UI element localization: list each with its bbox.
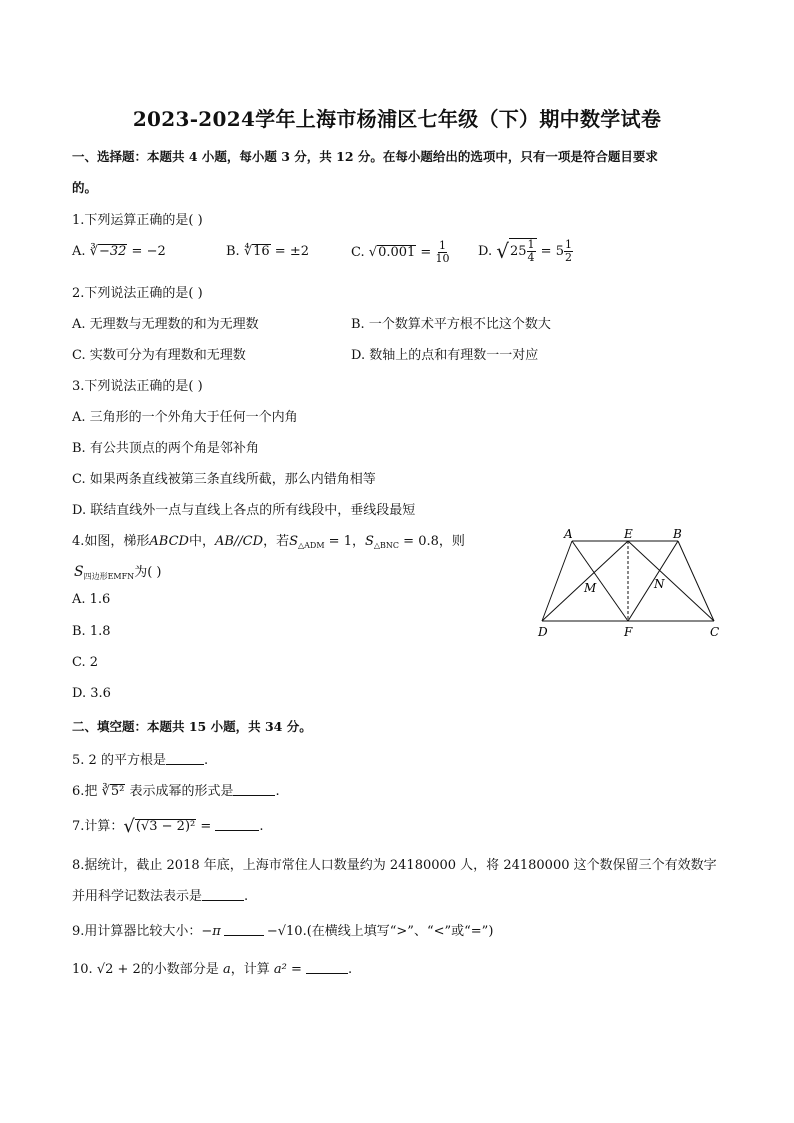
equals: = — [416, 245, 436, 260]
q7-text: 7.计算： — [72, 819, 124, 834]
radicand: (√3 − 2)² — [135, 819, 196, 834]
label-f: F — [624, 625, 633, 639]
question-4-stem — [72, 530, 465, 550]
question-4-option-a: A. 1.6 — [72, 592, 111, 607]
equals: = 5 — [536, 244, 564, 259]
question-2-option-a: A. 无理数与无理数的和为无理数 — [72, 317, 259, 332]
q10-expr-a2: a² = — [273, 962, 306, 977]
area-symbol: S — [74, 564, 84, 580]
label-n: N — [654, 577, 665, 591]
q4-parallel-expr: AB//CD — [214, 534, 264, 549]
q4-trapezoid-name: ABCD — [149, 534, 189, 549]
denominator: 10 — [435, 252, 450, 265]
question-3-option-d: D. 联结直线外一点与直线上各点的所有线段中，垂线段最短 — [72, 503, 416, 518]
q5-end: . — [203, 753, 209, 768]
q10-variable: a — [222, 962, 231, 977]
page-title: 2023-2024学年上海市杨浦区七年级（下）期中数学试卷 — [132, 107, 662, 131]
segment-bc — [678, 541, 714, 621]
equation-rest: = −2 — [127, 244, 166, 259]
label-c: C — [710, 625, 720, 639]
question-2-option-b: B. 一个数算术平方根不比这个数大 — [351, 317, 551, 332]
question-10 — [72, 958, 352, 977]
q5-text: 5. 2 的平方根是 — [72, 753, 166, 768]
area-value: = 0.8 — [399, 534, 439, 549]
area-value: = 1 — [324, 534, 352, 549]
fraction — [435, 240, 449, 265]
radicand: 0.001 — [378, 245, 416, 260]
radicand: 16 — [253, 244, 270, 259]
mixed-whole: 25 — [509, 244, 527, 259]
question-3-option-b: B. 有公共顶点的两个角是邻补角 — [72, 441, 259, 456]
q6-end: . — [275, 784, 280, 799]
question-5 — [72, 749, 208, 768]
area-symbol: S — [289, 534, 298, 549]
q4-text: 4.如图，梯形 — [72, 534, 150, 549]
option-label: C. — [351, 245, 365, 260]
section-1-header: 一、选择题：本题共 4 小题，每小题 3 分，共 12 分。在每小题给出的选项中，只有一项是符合题目要求 — [72, 149, 658, 164]
question-1-stem: 1.下列运算正确的是( ) — [72, 213, 203, 228]
q10-end: . — [347, 962, 353, 977]
q8-text: 并用科学记数法表示是 — [72, 889, 203, 904]
label-a: A — [564, 527, 573, 541]
equals: = — [196, 819, 216, 834]
label-e: E — [624, 527, 633, 541]
question-1-option-b — [226, 244, 309, 259]
area-subscript: 四边形EMFN — [83, 572, 135, 581]
question-3-option-a: A. 三角形的一个外角大于任何一个内角 — [72, 410, 298, 425]
answer-blank — [215, 820, 259, 831]
question-2-option-d: D. 数轴上的点和有理数一一对应 — [351, 348, 539, 363]
q9-right-expr: −√10 — [266, 924, 303, 939]
fourth-root-sign: ∜ — [243, 244, 253, 259]
q10-text: 的小数部分是 — [140, 962, 223, 977]
cube-root-sign: ∛ — [89, 244, 98, 259]
question-4-stem-cont — [74, 561, 161, 582]
radicand: 5² — [110, 784, 125, 799]
numerator: 1 — [564, 238, 572, 251]
section-2-header: 二、填空题：本题共 15 小题，共 34 分。 — [72, 719, 312, 734]
question-2-option-c: C. 实数可分为有理数和无理数 — [72, 348, 246, 363]
q4-text: ，若 — [263, 534, 290, 549]
fraction — [527, 239, 536, 264]
q6-text: 表示成幂的形式是 — [125, 784, 234, 799]
denominator: 4 — [527, 251, 535, 264]
question-4-option-b: B. 1.8 — [72, 624, 111, 639]
question-7 — [72, 815, 264, 837]
option-label: B. — [226, 244, 240, 259]
sqrt-sign: √ — [496, 239, 509, 263]
radicand — [509, 238, 537, 264]
q4-text: 为( ) — [134, 565, 162, 580]
answer-blank — [306, 963, 348, 974]
trapezoid-figure — [530, 524, 730, 644]
numerator: 1 — [438, 239, 446, 252]
question-1-option-d — [478, 238, 573, 264]
area-subscript: △ADM — [297, 541, 325, 550]
equation-rest: = ±2 — [270, 244, 309, 259]
q9-left-expr: −π — [201, 924, 221, 939]
question-4-option-d: D. 3.6 — [72, 686, 111, 701]
answer-blank — [224, 925, 264, 936]
answer-blank — [233, 785, 275, 796]
q10-text: 10. — [72, 962, 97, 977]
question-8-line-2 — [72, 885, 248, 904]
segment-ad — [542, 541, 572, 621]
q6-text: 6.把 — [72, 784, 102, 799]
q7-end: . — [259, 819, 264, 834]
numerator: 1 — [527, 238, 535, 251]
q9-text: .(在横线上填写“>”、“<”或“=”) — [302, 924, 494, 939]
question-1-option-a — [72, 244, 166, 259]
answer-blank — [166, 754, 204, 765]
q10-expr: √2 + 2 — [96, 962, 141, 977]
option-label: A. — [72, 244, 86, 259]
label-m: M — [584, 581, 597, 595]
radicand: −32 — [98, 244, 127, 259]
q4-text: ，则 — [438, 534, 465, 549]
sqrt-sign: √ — [368, 245, 378, 260]
label-d: D — [538, 625, 548, 639]
fraction — [564, 239, 573, 264]
label-b: B — [673, 527, 682, 541]
denominator: 2 — [564, 251, 572, 264]
option-label: D. — [478, 244, 493, 259]
q8-end: . — [244, 889, 249, 904]
question-8-line-1: 8.据统计，截止 2018 年底，上海市常住人口数量约为 24180000 人，将 24180000 这个数保留三个有效数字 — [72, 858, 717, 873]
sqrt-sign: √ — [123, 816, 135, 837]
question-6 — [72, 780, 280, 799]
question-2-stem: 2.下列说法正确的是( ) — [72, 286, 203, 301]
area-subscript: △BNC — [373, 541, 400, 550]
q10-text: ，计算 — [230, 962, 274, 977]
question-1-option-c — [351, 240, 449, 265]
question-3-stem: 3.下列说法正确的是( ) — [72, 379, 203, 394]
q4-text: ， — [351, 534, 365, 549]
question-3-option-c: C. 如果两条直线被第三条直线所截，那么内错角相等 — [72, 472, 376, 487]
q4-text: 中， — [188, 534, 215, 549]
q9-text: 9.用计算器比较大小： — [72, 924, 202, 939]
segment-af — [572, 541, 628, 621]
area-symbol: S — [364, 534, 374, 549]
question-9 — [72, 920, 493, 939]
answer-blank — [202, 890, 244, 901]
question-4-option-c: C. 2 — [72, 655, 99, 670]
section-1-header-cont: 的。 — [72, 180, 98, 195]
cube-root-sign: ∛ — [101, 784, 110, 799]
